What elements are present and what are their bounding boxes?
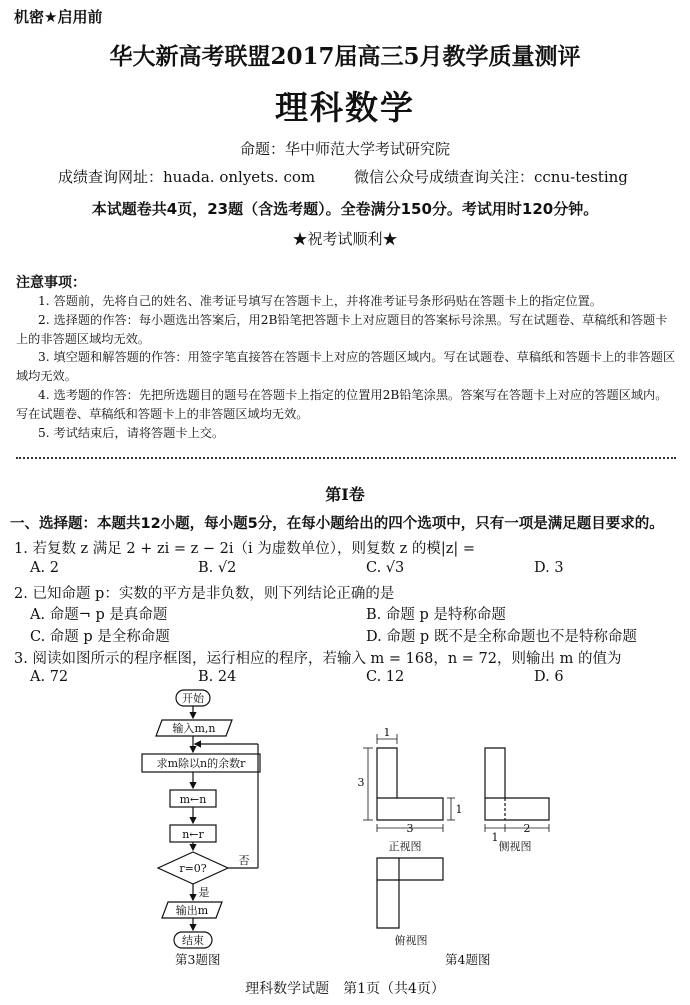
q1-option-a: A. 2 xyxy=(30,560,59,576)
side-view-label: 侧视图 xyxy=(498,840,532,853)
dim-bottom-3: 3 xyxy=(406,822,414,835)
q2-option-c: C. 命题 p 是全称命题 xyxy=(30,629,170,645)
note-item: 1. 答题前，先将自己的姓名、准考证号填写在答题卡上，并将准考证号条形码贴在答题卡上的指定位置。 xyxy=(38,294,602,308)
dim-side-2: 2 xyxy=(523,822,531,835)
q3-option-d: D. 6 xyxy=(534,669,564,685)
q3-option-a: A. 72 xyxy=(30,669,69,685)
good-luck-line: ★祝考试顺利★ xyxy=(292,230,398,248)
subject-title: 理科数学 xyxy=(275,88,415,127)
note-item: 4. 选考题的作答：先把所选题目的题号在答题卡上指定的位置用2B铅笔涂黑。答案写在答题卡上对应的答题区域内。写在试题卷、草稿纸和答题卡上的非答题区域均无效。 xyxy=(16,387,668,421)
notes-list xyxy=(16,292,678,442)
q1-option-c: C. √3 xyxy=(366,560,405,576)
exam-title: 华大新高考联盟2017届高三5月教学质量测评 xyxy=(109,43,581,70)
flow-assign-m-label: m←n xyxy=(179,793,207,806)
volume-title: 第Ⅰ卷 xyxy=(325,485,365,504)
q3-option-b: B. 24 xyxy=(198,669,237,685)
flow-condition-label: r=0? xyxy=(179,862,207,875)
note-item: 3. 填空题和解答题的作答：用签字笔直接答在答题卡上对应的答题区域内。写在试题卷、草稿纸和答题卡上的非答题区域均无效。 xyxy=(16,350,676,384)
dim-left-3: 3 xyxy=(357,776,365,789)
question-3-stem: 3. 阅读如图所示的程序框图，运行相应的程序，若输入 m = 168，n = 72，则输出 m 的值为 xyxy=(14,651,622,667)
q1-option-d: D. 3 xyxy=(534,560,564,576)
query-website: 成绩查询网址：huada. onlyets. com xyxy=(58,168,316,186)
top-view-outline xyxy=(377,858,443,928)
front-view-outline xyxy=(377,748,443,820)
exam-summary: 本试题卷共4页，23题（含选考题）。全卷满分150分。考试用时120分钟。 xyxy=(91,200,599,218)
question-2-stem: 2. 已知命题 p：实数的平方是非负数，则下列结论正确的是 xyxy=(14,586,395,602)
flow-end-label: 结束 xyxy=(182,934,204,947)
three-views-figure xyxy=(355,728,570,950)
q2-option-a: A. 命题¬ p 是真命题 xyxy=(30,607,168,623)
flow-remainder-label: 求m除以n的余数r xyxy=(156,757,246,770)
confidential-mark: 机密★启用前 xyxy=(14,8,103,26)
flowchart-figure xyxy=(140,688,280,950)
flow-yes-label: 是 xyxy=(198,886,210,899)
flow-assign-n-label: n←r xyxy=(182,828,204,841)
proposer-line: 命题：华中师范大学考试研究院 xyxy=(239,140,450,158)
q2-option-b: B. 命题 p 是特称命题 xyxy=(366,607,506,623)
note-item: 5. 考试结束后，请将答题卡上交。 xyxy=(38,425,225,440)
flow-start-label: 开始 xyxy=(182,692,204,705)
note-item: 2. 选择题的作答：每小题选出答案后，用2B铅笔把答题卡上对应题目的答案标号涂黑。写在试题卷、草稿纸和答题卡上的非答题区域均无效。 xyxy=(16,312,668,346)
question-1-stem: 1. 若复数 z 满足 2 + zi = z − 2i（i 为虚数单位），则复数 z 的模|z| = xyxy=(14,541,476,557)
dim-right-1: 1 xyxy=(455,803,463,816)
dotted-divider xyxy=(16,457,676,459)
page-footer: 理科数学试题 第1页（共4页） xyxy=(245,981,445,997)
flow-no-label: 否 xyxy=(238,854,250,867)
q2-option-d: D. 命题 p 既不是全称命题也不是特称命题 xyxy=(366,629,637,645)
dim-side-1: 1 xyxy=(491,831,499,844)
front-view-label: 正视图 xyxy=(388,840,422,853)
notes-title: 注意事项： xyxy=(16,275,86,291)
top-view-label: 俯视图 xyxy=(394,934,428,947)
flow-output-label: 输出m xyxy=(175,904,209,917)
side-view-outline xyxy=(485,748,549,820)
q1-option-b: B. √2 xyxy=(198,560,237,576)
flow-input-label: 输入m,n xyxy=(172,722,216,735)
q3-option-c: C. 12 xyxy=(366,669,405,685)
figure-4-caption: 第4题图 xyxy=(445,952,491,967)
figure-3-caption: 第3题图 xyxy=(175,952,221,967)
dim-top-1: 1 xyxy=(383,728,391,739)
wechat-account: 微信公众号成绩查询关注：ccnu-testing xyxy=(354,168,628,186)
section-heading: 一、选择题：本题共12小题，每小题5分，在每小题给出的四个选项中，只有一项是满足题目要求的。 xyxy=(10,516,664,532)
